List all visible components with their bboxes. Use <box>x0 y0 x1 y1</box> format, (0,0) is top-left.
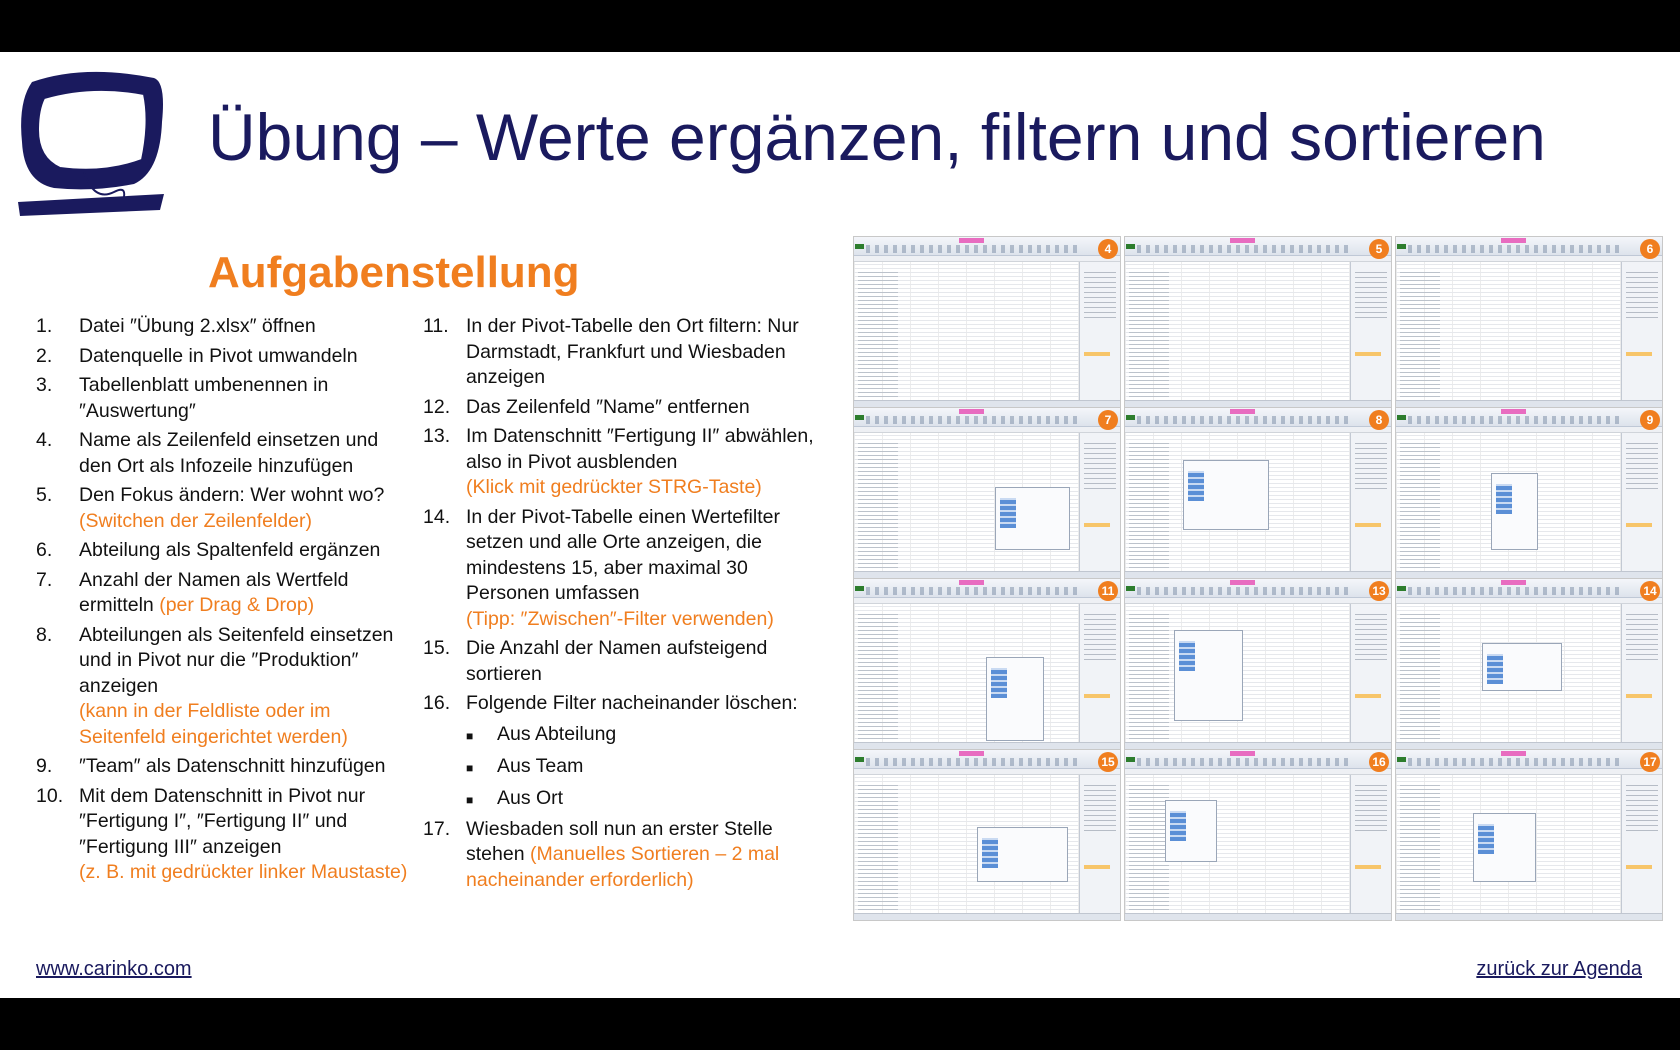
pivot-rows <box>1400 782 1440 910</box>
excel-screenshot-thumbnail <box>853 749 1121 921</box>
pivot-rows <box>1129 440 1169 568</box>
status-bar <box>1125 571 1391 578</box>
slicer-buttons <box>1496 484 1512 514</box>
field-highlight <box>1626 694 1652 698</box>
task-text: Name als Zeilenfeld einsetzen und den Ort als Infozeile hinzufügen <box>79 429 379 477</box>
task-item <box>36 314 416 340</box>
slicer-buttons <box>991 668 1007 698</box>
field-highlight <box>1355 352 1381 356</box>
task-item <box>36 344 416 370</box>
task-item <box>423 395 823 421</box>
field-highlight <box>1626 352 1652 356</box>
pivot-tools-tab <box>1230 238 1255 243</box>
field-highlight <box>1084 523 1110 527</box>
task-text: Abteilungen als Seitenfeld einsetzen und in Pivot nur die ″Produktion″ anzeigen <box>79 623 394 697</box>
pivot-tools-tab <box>1230 580 1255 585</box>
pivot-field-list <box>1079 604 1120 743</box>
ribbon-icons <box>866 587 1080 595</box>
pivot-tools-tab <box>1501 409 1526 414</box>
slicer-buttons <box>1170 811 1186 841</box>
back-to-agenda-link[interactable]: zurück zur Agenda <box>1476 958 1642 980</box>
task-text: Die Anzahl der Namen aufsteigend sortieren <box>466 637 768 685</box>
step-number-badge: 5 <box>1369 239 1389 259</box>
pivot-rows <box>858 440 898 568</box>
status-bar <box>1125 742 1391 749</box>
pivot-tools-tab <box>1501 751 1526 756</box>
pivot-field-list <box>1350 433 1391 572</box>
ribbon <box>854 408 1120 427</box>
task-number: 6. <box>36 539 53 561</box>
dialog-box <box>1482 643 1562 691</box>
pivot-field-list <box>1621 604 1662 743</box>
ribbon <box>854 579 1120 598</box>
slicer-buttons <box>982 838 998 868</box>
task-number: 17. <box>423 817 451 840</box>
task-number: 5. <box>36 484 53 506</box>
task-number: 9. <box>36 755 53 777</box>
file-tab <box>1126 244 1135 249</box>
sub-bullet-text: Aus Ort <box>497 786 564 809</box>
ribbon <box>1125 579 1391 598</box>
task-number: 14. <box>423 505 451 528</box>
task-item <box>36 538 416 564</box>
dialog-box <box>1174 630 1243 721</box>
field-list-items <box>1626 439 1658 489</box>
task-note: (Tipp: ″Zwischen″-Filter verwenden) <box>466 607 774 630</box>
ribbon-icons <box>1408 245 1622 253</box>
status-bar <box>1396 400 1662 407</box>
field-list-items <box>1355 610 1387 660</box>
task-number: 3. <box>36 374 53 396</box>
pivot-field-list <box>1621 433 1662 572</box>
ribbon-icons <box>1408 758 1622 766</box>
ribbon-icons <box>866 416 1080 424</box>
slicer-buttons <box>1179 641 1195 671</box>
excel-screenshot-thumbnail <box>1124 236 1392 408</box>
task-text: Wiesbaden soll nun an erster Stelle stehen <box>466 817 773 865</box>
ribbon <box>1125 408 1391 427</box>
slicer-buttons <box>1000 498 1016 528</box>
ribbon-icons <box>1137 245 1351 253</box>
dialog-box <box>977 827 1068 882</box>
task-text: ″Team″ als Datenschnitt hinzufügen <box>79 755 386 777</box>
field-list-items <box>1084 268 1116 318</box>
ribbon-icons <box>1137 587 1351 595</box>
sub-bullet-item <box>466 753 823 781</box>
pivot-field-list <box>1350 604 1391 743</box>
square-bullet-icon: ■ <box>466 728 474 743</box>
pivot-field-list <box>1621 262 1662 401</box>
ribbon-icons <box>1137 416 1351 424</box>
task-list-left <box>36 314 416 890</box>
field-highlight <box>1355 694 1381 698</box>
ribbon <box>854 750 1120 769</box>
status-bar <box>1396 742 1662 749</box>
excel-screenshot-thumbnail <box>1395 749 1663 921</box>
task-number: 7. <box>36 568 53 591</box>
pivot-rows <box>858 269 898 397</box>
file-tab <box>1126 415 1135 420</box>
task-text: In der Pivot-Tabelle einen Wertefilter setzen und alle Orte anzeigen, die mindestens 15, aber maximal 30 Personen umfassen <box>466 505 780 604</box>
file-tab <box>855 415 864 420</box>
ribbon-icons <box>866 245 1080 253</box>
file-tab <box>1397 586 1406 591</box>
task-text: Tabellenblatt umbenennen in ″Auswertung″ <box>79 374 329 422</box>
task-number: 15. <box>423 637 451 659</box>
excel-screenshot-thumbnail <box>853 578 1121 750</box>
field-list-items <box>1084 610 1116 660</box>
file-tab <box>1126 757 1135 762</box>
task-list-right <box>423 314 823 897</box>
field-highlight <box>1084 865 1110 869</box>
task-text: Datei ″Übung 2.xlsx″ öffnen <box>79 315 316 337</box>
step-number-badge: 16 <box>1369 752 1389 772</box>
pivot-rows <box>1129 269 1169 397</box>
ribbon <box>1396 408 1662 427</box>
field-highlight <box>1084 352 1110 356</box>
task-text: In der Pivot-Tabelle den Ort filtern: Nur Darmstadt, Frankfurt und Wiesbaden anzeigen <box>466 315 799 388</box>
field-highlight <box>1355 865 1381 869</box>
ribbon <box>1396 750 1662 769</box>
task-item <box>36 568 416 619</box>
field-list-items <box>1626 610 1658 660</box>
slicer-buttons <box>1188 471 1204 501</box>
task-text: Anzahl der Namen als Wertfeld ermitteln <box>79 568 349 616</box>
step-number-badge: 14 <box>1640 581 1660 601</box>
field-highlight <box>1626 523 1652 527</box>
task-item <box>36 623 416 751</box>
ribbon <box>854 237 1120 256</box>
task-item <box>36 784 416 886</box>
file-tab <box>1397 244 1406 249</box>
task-number: 2. <box>36 344 53 367</box>
file-tab <box>1397 415 1406 420</box>
pivot-field-list <box>1079 433 1120 572</box>
excel-screenshot-thumbnail <box>1124 578 1392 750</box>
file-tab <box>1397 757 1406 762</box>
task-number: 8. <box>36 623 53 646</box>
status-bar <box>1396 913 1662 920</box>
field-highlight <box>1626 865 1652 869</box>
task-note: (per Drag & Drop) <box>159 594 315 616</box>
pivot-tools-tab <box>959 580 984 585</box>
step-number-badge: 11 <box>1098 581 1118 601</box>
dialog-box <box>1491 473 1538 550</box>
file-tab <box>1126 586 1135 591</box>
ribbon <box>1125 750 1391 769</box>
task-item <box>36 373 416 424</box>
file-tab <box>855 586 864 591</box>
ribbon-icons <box>1408 587 1622 595</box>
ribbon <box>1396 237 1662 256</box>
step-number-badge: 6 <box>1640 239 1660 259</box>
website-link[interactable]: www.carinko.com <box>36 958 192 980</box>
task-text: Den Fokus ändern: Wer wohnt wo? <box>79 484 385 506</box>
field-list-items <box>1084 781 1116 831</box>
sub-bullet-text: Aus Abteilung <box>497 722 617 745</box>
task-note: (Manuelles Sortieren – 2 mal nacheinander erforderlich) <box>466 843 780 891</box>
field-highlight <box>1355 523 1381 527</box>
pivot-rows <box>1400 440 1440 568</box>
step-number-badge: 15 <box>1098 752 1118 772</box>
task-number: 4. <box>36 429 53 451</box>
step-number-badge: 13 <box>1369 581 1389 601</box>
excel-screenshot-thumbnail <box>853 407 1121 579</box>
square-bullet-icon: ■ <box>466 760 474 775</box>
dialog-box <box>1473 813 1536 882</box>
task-item <box>423 314 823 391</box>
task-number: 11. <box>423 315 449 337</box>
field-list-items <box>1626 268 1658 318</box>
status-bar <box>854 742 1120 749</box>
pivot-tools-tab <box>1230 409 1255 414</box>
task-text: Abteilung als Spaltenfeld ergänzen <box>79 539 381 561</box>
file-tab <box>855 757 864 762</box>
task-number: 10. <box>36 784 64 807</box>
page-title: Übung – Werte ergänzen, filtern und sortieren <box>208 100 1546 174</box>
task-text: Datenquelle in Pivot umwandeln <box>79 344 358 367</box>
task-item <box>423 505 823 633</box>
slicer-buttons <box>1487 654 1503 684</box>
slide <box>0 52 1680 998</box>
task-number: 1. <box>36 315 53 337</box>
ribbon <box>1125 237 1391 256</box>
pivot-rows <box>1129 782 1169 910</box>
field-list-items <box>1084 439 1116 489</box>
sub-bullet-text: Aus Team <box>497 754 584 777</box>
excel-screenshot-thumbnail <box>1395 236 1663 408</box>
dialog-box <box>1165 800 1217 862</box>
task-text: Das Zeilenfeld ″Name″ entfernen <box>466 395 750 418</box>
task-note: (Klick mit gedrückter STRG-Taste) <box>466 476 762 498</box>
excel-screenshot-thumbnail <box>1124 407 1392 579</box>
file-tab <box>855 244 864 249</box>
ribbon <box>1396 579 1662 598</box>
task-text: Folgende Filter nacheinander löschen: <box>466 692 798 714</box>
pivot-rows <box>1400 269 1440 397</box>
pivot-tools-tab <box>959 409 984 414</box>
status-bar <box>854 571 1120 578</box>
step-number-badge: 7 <box>1098 410 1118 430</box>
section-heading: Aufgabenstellung <box>208 248 580 297</box>
task-note: (z. B. mit gedrückter linker Maustaste) <box>79 861 408 883</box>
ribbon-icons <box>866 758 1080 766</box>
dialog-box <box>1183 460 1269 530</box>
pivot-field-list <box>1079 262 1120 401</box>
status-bar <box>854 913 1120 920</box>
task-item <box>423 424 823 501</box>
ribbon-icons <box>1408 416 1622 424</box>
pivot-tools-tab <box>959 751 984 756</box>
ribbon-icons <box>1137 758 1351 766</box>
status-bar <box>1125 913 1391 920</box>
status-bar <box>1125 400 1391 407</box>
pivot-rows <box>858 782 898 910</box>
task-number: 12. <box>423 395 451 418</box>
pivot-field-list <box>1079 775 1120 914</box>
excel-screenshot-thumbnail <box>1395 407 1663 579</box>
status-bar <box>1396 571 1662 578</box>
step-number-badge: 9 <box>1640 410 1660 430</box>
excel-screenshot-thumbnail <box>853 236 1121 408</box>
field-highlight <box>1084 694 1110 698</box>
task-item <box>36 754 416 780</box>
screenshot-grid <box>853 236 1663 926</box>
field-list-items <box>1355 439 1387 489</box>
slicer-buttons <box>1478 824 1494 854</box>
task-item <box>423 817 823 894</box>
pivot-rows <box>858 611 898 739</box>
task-note: (kann in der Feldliste oder im Seitenfeld eingerichtet werden) <box>79 700 348 748</box>
logo-monitor-icon <box>14 62 174 222</box>
excel-screenshot-thumbnail <box>1395 578 1663 750</box>
pivot-field-list <box>1350 775 1391 914</box>
task-note: (Switchen der Zeilenfelder) <box>79 509 313 532</box>
pivot-tools-tab <box>1501 580 1526 585</box>
sub-bullet-item <box>466 721 823 749</box>
task-text: Mit dem Datenschnitt in Pivot nur ″Fertigung I″, ″Fertigung II″ und ″Fertigung III″ anzeigen <box>79 784 366 858</box>
field-list-items <box>1355 781 1387 831</box>
task-item <box>423 691 823 717</box>
status-bar <box>854 400 1120 407</box>
step-number-badge: 4 <box>1098 239 1118 259</box>
dialog-box <box>995 487 1070 550</box>
pivot-rows <box>1129 611 1169 739</box>
task-item <box>423 636 823 687</box>
task-number: 16. <box>423 692 451 714</box>
task-number: 13. <box>423 425 451 447</box>
pivot-tools-tab <box>1230 751 1255 756</box>
task-item <box>36 483 416 534</box>
excel-screenshot-thumbnail <box>1124 749 1392 921</box>
step-number-badge: 8 <box>1369 410 1389 430</box>
sub-bullet-item <box>466 785 823 813</box>
task-text: Im Datenschnitt ″Fertigung II″ abwählen, also in Pivot ausblenden <box>466 425 814 473</box>
field-list-items <box>1355 268 1387 318</box>
task-item <box>36 428 416 479</box>
dialog-box <box>986 657 1044 741</box>
pivot-tools-tab <box>959 238 984 243</box>
pivot-tools-tab <box>1501 238 1526 243</box>
pivot-field-list <box>1621 775 1662 914</box>
field-list-items <box>1626 781 1658 831</box>
step-number-badge: 17 <box>1640 752 1660 772</box>
pivot-field-list <box>1350 262 1391 401</box>
square-bullet-icon: ■ <box>466 792 474 807</box>
pivot-rows <box>1400 611 1440 739</box>
